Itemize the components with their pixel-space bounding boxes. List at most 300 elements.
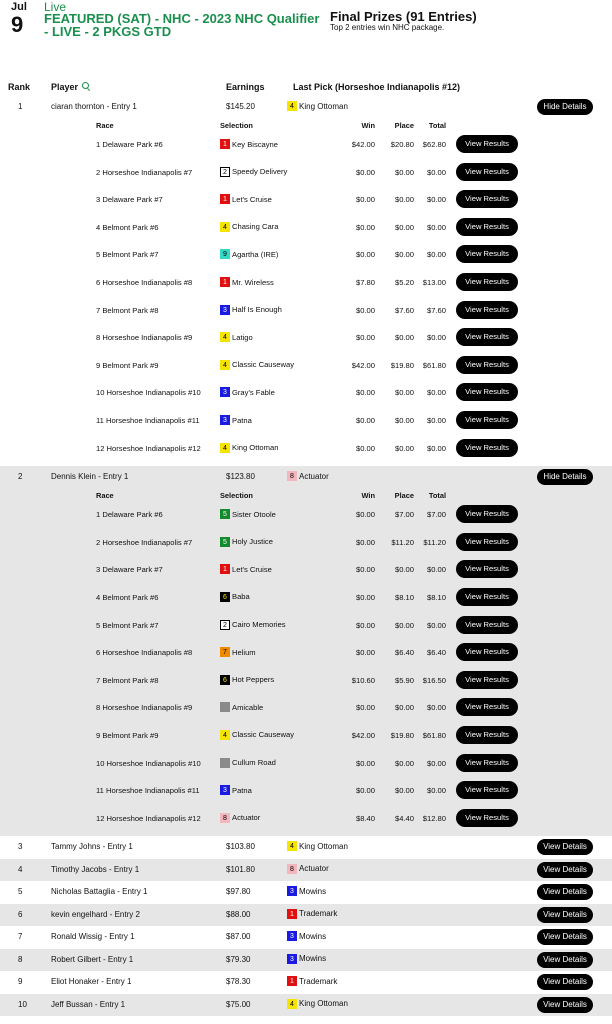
race-win: $10.60 <box>351 675 375 685</box>
view-results-button[interactable]: View Results <box>456 616 518 634</box>
view-details-button[interactable]: View Details <box>537 862 593 878</box>
selection-horse: Cairo Memories <box>232 620 286 630</box>
selection-horse: Half Is Enough <box>232 305 282 315</box>
race-win: $42.00 <box>351 360 375 370</box>
race-win: $0.00 <box>355 620 375 630</box>
race-name: 4 Belmont Park #6 <box>96 592 159 602</box>
race-place: $0.00 <box>394 388 414 398</box>
view-results-button[interactable]: View Results <box>456 301 518 319</box>
race-name: 9 Belmont Park #9 <box>96 360 159 370</box>
entry-earnings: $97.80 <box>226 887 251 897</box>
race-total: $8.10 <box>426 592 446 602</box>
race-selection <box>220 277 274 287</box>
race-selection <box>220 564 272 574</box>
view-results-button[interactable]: View Results <box>456 809 518 827</box>
race-total: $6.40 <box>426 648 446 658</box>
leaderboard-entry <box>0 994 612 1017</box>
race-place: $7.00 <box>394 510 414 520</box>
race-name: 4 Belmont Park #6 <box>96 222 159 232</box>
race-detail-row <box>0 584 612 612</box>
last-pick-horse: Mowins <box>299 886 327 896</box>
entry-rank: 3 <box>18 842 23 852</box>
selection-horse: Patna <box>232 415 252 425</box>
race-selection <box>220 702 263 712</box>
view-details-button[interactable]: View Details <box>537 929 593 945</box>
selection-horse: Let's Cruise <box>232 194 272 204</box>
post-position-badge: 5 <box>220 509 230 519</box>
post-position-badge: 1 <box>287 909 297 919</box>
win-column-header: Win <box>361 121 375 130</box>
post-position-badge: 3 <box>220 387 230 397</box>
entry-last-pick <box>287 909 337 919</box>
last-pick-horse: King Ottoman <box>299 841 348 851</box>
selection-horse: Cullum Road <box>232 758 276 768</box>
view-results-button[interactable]: View Results <box>456 671 518 689</box>
race-win: $0.00 <box>355 305 375 315</box>
selection-column-header: Selection <box>220 121 253 130</box>
entry-rank: 10 <box>18 999 27 1009</box>
race-detail-row <box>0 379 612 407</box>
race-detail-row <box>0 667 612 695</box>
post-position-badge: 3 <box>287 954 297 964</box>
view-results-button[interactable]: View Results <box>456 698 518 716</box>
selection-horse: Hot Peppers <box>232 675 275 685</box>
race-place: $0.00 <box>394 222 414 232</box>
race-total: $0.00 <box>426 758 446 768</box>
post-position-badge: 4 <box>287 841 297 851</box>
selection-horse: Latigo <box>232 332 253 342</box>
race-win: $42.00 <box>351 730 375 740</box>
last-pick-horse: Mowins <box>299 931 327 941</box>
race-selection <box>220 813 260 823</box>
selection-horse: Gray's Fable <box>232 387 275 397</box>
race-detail-row <box>0 612 612 640</box>
final-prizes-title: Final Prizes (91 Entries) <box>330 9 477 24</box>
race-selection <box>220 675 274 685</box>
race-place: $0.00 <box>394 333 414 343</box>
entry-player-name[interactable]: Timothy Jacobs - Entry 1 <box>51 864 140 874</box>
race-name: 7 Belmont Park #8 <box>96 305 159 315</box>
selection-horse: Speedy Delivery <box>232 167 288 177</box>
selection-horse: Let's Cruise <box>232 564 272 574</box>
race-selection <box>220 249 278 259</box>
race-win: $0.00 <box>355 195 375 205</box>
race-detail-row <box>0 435 612 463</box>
race-win: $0.00 <box>355 416 375 425</box>
post-position-badge: 7 <box>220 647 230 657</box>
race-detail-row <box>0 269 612 297</box>
race-name: 7 Belmont Park #8 <box>96 675 159 685</box>
race-name: 8 Horseshoe Indianapolis #9 <box>96 703 193 713</box>
race-total: $61.80 <box>422 360 446 370</box>
race-win: $0.00 <box>355 592 375 602</box>
view-results-button[interactable]: View Results <box>456 781 518 799</box>
race-place: $0.00 <box>394 443 414 453</box>
view-results-button[interactable]: View Results <box>456 245 518 263</box>
race-name: 1 Delaware Park #6 <box>96 140 163 149</box>
race-selection <box>220 592 250 602</box>
race-total: $0.00 <box>426 443 446 453</box>
date-month: Jul <box>11 1 27 13</box>
race-selection <box>220 647 256 657</box>
post-position-badge: 8 <box>287 471 297 481</box>
last-pick-horse: Trademark <box>299 976 338 986</box>
race-detail-row <box>0 694 612 722</box>
view-details-button[interactable]: View Details <box>537 907 593 923</box>
race-win: $0.00 <box>355 250 375 260</box>
race-total: $62.80 <box>422 140 446 149</box>
selection-horse: Patna <box>232 785 252 795</box>
race-win: $0.00 <box>355 537 375 547</box>
race-place: $20.80 <box>390 140 414 149</box>
race-win: $0.00 <box>355 222 375 232</box>
post-position-badge: 4 <box>220 332 230 342</box>
race-total: $7.00 <box>426 510 446 520</box>
race-place: $0.00 <box>394 167 414 177</box>
view-results-button[interactable]: View Results <box>456 726 518 744</box>
leaderboard-entry <box>0 904 612 927</box>
entry-rank: 8 <box>18 954 23 964</box>
place-column-header: Place <box>394 491 414 501</box>
view-results-button[interactable]: View Results <box>456 135 518 153</box>
entry-last-pick <box>287 864 329 874</box>
race-name: 5 Belmont Park #7 <box>96 620 159 630</box>
race-detail-row <box>0 501 612 529</box>
entry-earnings: $88.00 <box>226 909 251 919</box>
race-total: $0.00 <box>426 703 446 713</box>
race-name: 5 Belmont Park #7 <box>96 250 159 260</box>
race-total: $0.00 <box>426 222 446 232</box>
entry-rank: 1 <box>18 102 23 111</box>
entry-earnings: $75.00 <box>226 999 251 1009</box>
hide-details-button[interactable]: Hide Details <box>537 469 593 485</box>
race-name: 2 Horseshoe Indianapolis #7 <box>96 167 193 177</box>
race-name: 3 Delaware Park #7 <box>96 195 163 205</box>
search-icon[interactable] <box>82 82 89 89</box>
last-pick-horse: King Ottoman <box>299 101 348 111</box>
race-detail-row <box>0 131 612 159</box>
race-name: 6 Horseshoe Indianapolis #8 <box>96 278 193 287</box>
race-selection <box>220 360 294 370</box>
view-details-button[interactable]: View Details <box>537 884 593 900</box>
post-position-badge: 4 <box>220 222 230 232</box>
selection-horse: Classic Causeway <box>232 730 295 740</box>
view-results-button[interactable]: View Results <box>456 754 518 772</box>
race-total: $12.80 <box>422 813 446 823</box>
race-total: $0.00 <box>426 333 446 343</box>
race-place: $4.40 <box>394 813 414 823</box>
post-position-badge: 2 <box>220 620 230 630</box>
view-results-button[interactable]: View Results <box>456 273 518 291</box>
view-results-button[interactable]: View Results <box>456 643 518 661</box>
selection-horse: Mr. Wireless <box>232 277 274 287</box>
post-position-badge <box>220 702 230 712</box>
entry-earnings: $123.80 <box>226 472 255 482</box>
race-place: $5.90 <box>394 675 414 685</box>
race-total: $61.80 <box>422 730 446 740</box>
race-name: 10 Horseshoe Indianapolis #10 <box>96 388 201 398</box>
race-selection <box>220 415 252 425</box>
view-details-button[interactable]: View Details <box>537 997 593 1013</box>
race-place: $11.20 <box>391 537 414 547</box>
last-pick-horse: Actuator <box>299 864 329 874</box>
entry-last-pick <box>287 886 326 896</box>
selection-column-header: Selection <box>220 491 253 501</box>
race-total: $0.00 <box>426 388 446 398</box>
post-position-badge: 3 <box>287 886 297 896</box>
race-place: $7.60 <box>394 305 414 315</box>
race-selection <box>220 332 253 342</box>
entry-earnings: $79.30 <box>226 954 251 964</box>
race-win: $42.00 <box>351 140 375 149</box>
post-position-badge <box>220 758 230 768</box>
contest-title: FEATURED (SAT) - NHC - 2023 NHC Qualifier - LIVE - 2 PKGS GTD <box>44 11 320 39</box>
race-name: 10 Horseshoe Indianapolis #10 <box>96 758 201 768</box>
race-column-header: Race <box>96 121 114 130</box>
race-total: $0.00 <box>426 786 446 796</box>
race-column-header: Race <box>96 491 114 501</box>
live-status: Live <box>44 0 67 14</box>
race-selection <box>220 139 278 149</box>
post-position-badge: 8 <box>220 813 230 823</box>
race-place: $0.00 <box>394 416 414 425</box>
entry-earnings: $87.00 <box>226 932 251 942</box>
post-position-badge: 1 <box>220 194 230 204</box>
view-results-button[interactable]: View Results <box>456 505 518 523</box>
race-win: $0.00 <box>355 443 375 453</box>
race-place: $0.00 <box>394 620 414 630</box>
race-place: $19.80 <box>390 730 414 740</box>
view-results-button[interactable]: View Results <box>456 218 518 236</box>
post-position-badge: 3 <box>220 785 230 795</box>
selection-horse: Classic Causeway <box>232 360 295 370</box>
race-selection <box>220 443 278 453</box>
race-place: $0.00 <box>394 250 414 260</box>
post-position-badge: 5 <box>220 537 230 547</box>
race-detail-row <box>0 241 612 269</box>
entry-player-name[interactable]: Ronald Wissig - Entry 1 <box>51 932 135 942</box>
entry-player-name[interactable]: Jeff Bussan - Entry 1 <box>51 999 126 1009</box>
race-place: $8.10 <box>394 592 414 602</box>
selection-horse: Helium <box>232 647 256 657</box>
post-position-badge: 3 <box>220 305 230 315</box>
race-win: $0.00 <box>355 510 375 520</box>
race-detail-row <box>0 159 612 187</box>
race-place: $0.00 <box>394 195 414 205</box>
view-details-button[interactable]: View Details <box>537 839 593 855</box>
last-pick-horse: Trademark <box>299 909 338 919</box>
race-total: $16.50 <box>422 675 446 685</box>
race-detail-row <box>0 407 612 435</box>
total-column-header: Total <box>428 121 446 130</box>
entry-last-pick <box>287 841 348 851</box>
race-place: $0.00 <box>394 565 414 575</box>
entry-last-pick <box>287 999 348 1009</box>
race-name: 3 Delaware Park #7 <box>96 565 163 575</box>
post-position-badge: 1 <box>220 139 230 149</box>
race-selection <box>220 222 278 232</box>
race-name: 12 Horseshoe Indianapolis #12 <box>96 443 201 453</box>
post-position-badge: 1 <box>220 564 230 574</box>
view-results-button[interactable]: View Results <box>456 533 518 551</box>
view-results-button[interactable]: View Results <box>456 383 518 401</box>
entry-player-name[interactable]: Tammy Johns - Entry 1 <box>51 842 133 852</box>
post-position-badge: 1 <box>287 976 297 986</box>
view-results-button[interactable]: View Results <box>456 328 518 346</box>
selection-horse: Holy Justice <box>232 537 273 547</box>
race-detail-row <box>0 556 612 584</box>
race-detail-row <box>0 529 612 557</box>
entry-last-pick <box>287 976 337 986</box>
race-detail-row <box>0 722 612 750</box>
entry-player-name[interactable]: Robert Gilbert - Entry 1 <box>51 954 134 964</box>
last-pick-horse: Mowins <box>299 954 327 964</box>
leaderboard-entry <box>0 881 612 904</box>
race-detail-row <box>0 214 612 242</box>
race-name: 11 Horseshoe Indianapolis #11 <box>96 416 200 425</box>
selection-horse: King Ottoman <box>232 443 279 453</box>
leaderboard-entry <box>0 926 612 949</box>
post-position-badge: 4 <box>287 101 297 111</box>
race-win: $0.00 <box>355 167 375 177</box>
race-win: $0.00 <box>355 786 375 796</box>
race-total: $0.00 <box>426 416 446 425</box>
post-position-badge: 3 <box>287 931 297 941</box>
entry-player-name[interactable]: Eliot Honaker - Entry 1 <box>51 977 132 987</box>
race-total: $13.00 <box>422 278 446 287</box>
race-selection <box>220 537 273 547</box>
place-column-header: Place <box>394 121 414 130</box>
entry-rank: 6 <box>18 909 23 919</box>
post-position-badge: 4 <box>220 730 230 740</box>
selection-horse: Agartha (IRE) <box>232 249 279 259</box>
view-details-button[interactable]: View Details <box>537 952 593 968</box>
selection-horse: Sister Otoole <box>232 509 276 519</box>
last-pick-horse: Actuator <box>299 471 329 481</box>
race-selection <box>220 785 252 795</box>
entry-rank: 7 <box>18 932 23 942</box>
race-name: 12 Horseshoe Indianapolis #12 <box>96 813 201 823</box>
selection-horse: Chasing Cara <box>232 222 279 232</box>
view-results-button[interactable]: View Results <box>456 163 518 181</box>
race-total: $0.00 <box>426 620 446 630</box>
leaderboard-entry <box>0 96 612 466</box>
race-selection <box>220 387 275 397</box>
leaderboard-entry <box>0 971 612 994</box>
race-total: $0.00 <box>426 195 446 205</box>
race-total: $7.60 <box>426 305 446 315</box>
race-win: $0.00 <box>355 703 375 713</box>
race-win: $7.80 <box>355 278 375 287</box>
race-name: 2 Horseshoe Indianapolis #7 <box>96 537 193 547</box>
post-position-badge: 4 <box>220 443 230 453</box>
post-position-badge: 2 <box>220 167 230 177</box>
selection-horse: Actuator <box>232 813 261 823</box>
race-detail-row <box>0 777 612 805</box>
entry-rank: 9 <box>18 977 23 987</box>
race-place: $0.00 <box>394 758 414 768</box>
selection-horse: Key Biscayne <box>232 139 279 149</box>
entry-last-pick <box>287 931 326 941</box>
leaderboard-entry <box>0 859 612 882</box>
race-selection <box>220 758 276 768</box>
last-pick-horse: King Ottoman <box>299 999 348 1009</box>
view-results-button[interactable]: View Results <box>456 588 518 606</box>
post-position-badge: 3 <box>220 415 230 425</box>
rank-header: Rank <box>8 82 31 92</box>
race-name: 6 Horseshoe Indianapolis #8 <box>96 648 193 658</box>
race-win: $0.00 <box>355 648 375 658</box>
race-place: $0.00 <box>394 703 414 713</box>
player-header[interactable] <box>51 82 89 92</box>
entry-earnings: $145.20 <box>226 102 255 111</box>
entry-player-name[interactable]: kevin engelhard - Entry 2 <box>51 909 140 919</box>
hide-details-button[interactable]: Hide Details <box>537 99 593 115</box>
leaderboard-entry <box>0 466 612 836</box>
race-detail-row <box>0 186 612 214</box>
entry-player-name[interactable]: Dennis Klein - Entry 1 <box>51 472 129 482</box>
race-name: 9 Belmont Park #9 <box>96 730 159 740</box>
contest-header <box>0 0 612 70</box>
view-details-button[interactable]: View Details <box>537 974 593 990</box>
race-selection <box>220 509 276 519</box>
race-selection <box>220 730 294 740</box>
race-name: 8 Horseshoe Indianapolis #9 <box>96 333 193 343</box>
race-selection <box>220 620 286 630</box>
race-place: $5.20 <box>394 278 414 287</box>
post-position-badge: 4 <box>287 999 297 1009</box>
selection-horse: Baba <box>232 592 250 602</box>
race-detail-row <box>0 639 612 667</box>
race-name: 11 Horseshoe Indianapolis #11 <box>96 786 200 796</box>
entry-last-pick <box>287 471 329 481</box>
race-detail-row <box>0 750 612 778</box>
view-results-button[interactable]: View Results <box>456 439 518 457</box>
leaderboard-entry <box>0 949 612 972</box>
view-results-button[interactable]: View Results <box>456 356 518 374</box>
entry-earnings: $101.80 <box>226 864 255 874</box>
race-selection <box>220 167 287 177</box>
race-place: $6.40 <box>394 648 414 658</box>
last-pick-header: Last Pick (Horseshoe Indianapolis #12) <box>293 82 461 92</box>
post-position-badge: 6 <box>220 592 230 602</box>
race-detail-row <box>0 805 612 833</box>
race-win: $0.00 <box>355 333 375 343</box>
view-results-button[interactable]: View Results <box>456 190 518 208</box>
post-position-badge: 4 <box>220 360 230 370</box>
race-place: $19.80 <box>390 360 414 370</box>
date-day: 9 <box>11 12 24 37</box>
race-selection <box>220 305 282 315</box>
entry-last-pick <box>287 954 326 964</box>
entry-earnings: $78.30 <box>226 977 251 987</box>
race-win: $0.00 <box>355 565 375 575</box>
entry-player-name[interactable]: ciaran thornton - Entry 1 <box>51 102 137 111</box>
post-position-badge: 8 <box>287 864 297 874</box>
final-prizes-subtitle: Top 2 entries win NHC package. <box>330 23 445 32</box>
race-name: 1 Delaware Park #6 <box>96 510 163 520</box>
race-place: $0.00 <box>394 786 414 796</box>
view-results-button[interactable]: View Results <box>456 411 518 429</box>
earnings-header: Earnings <box>226 82 265 92</box>
post-position-badge: 1 <box>220 277 230 287</box>
view-results-button[interactable]: View Results <box>456 560 518 578</box>
race-detail-row <box>0 352 612 380</box>
selection-horse: Amicable <box>232 702 264 712</box>
race-win: $0.00 <box>355 758 375 768</box>
race-detail-row <box>0 324 612 352</box>
entry-player-name[interactable]: Nicholas Battaglia - Entry 1 <box>51 887 148 897</box>
